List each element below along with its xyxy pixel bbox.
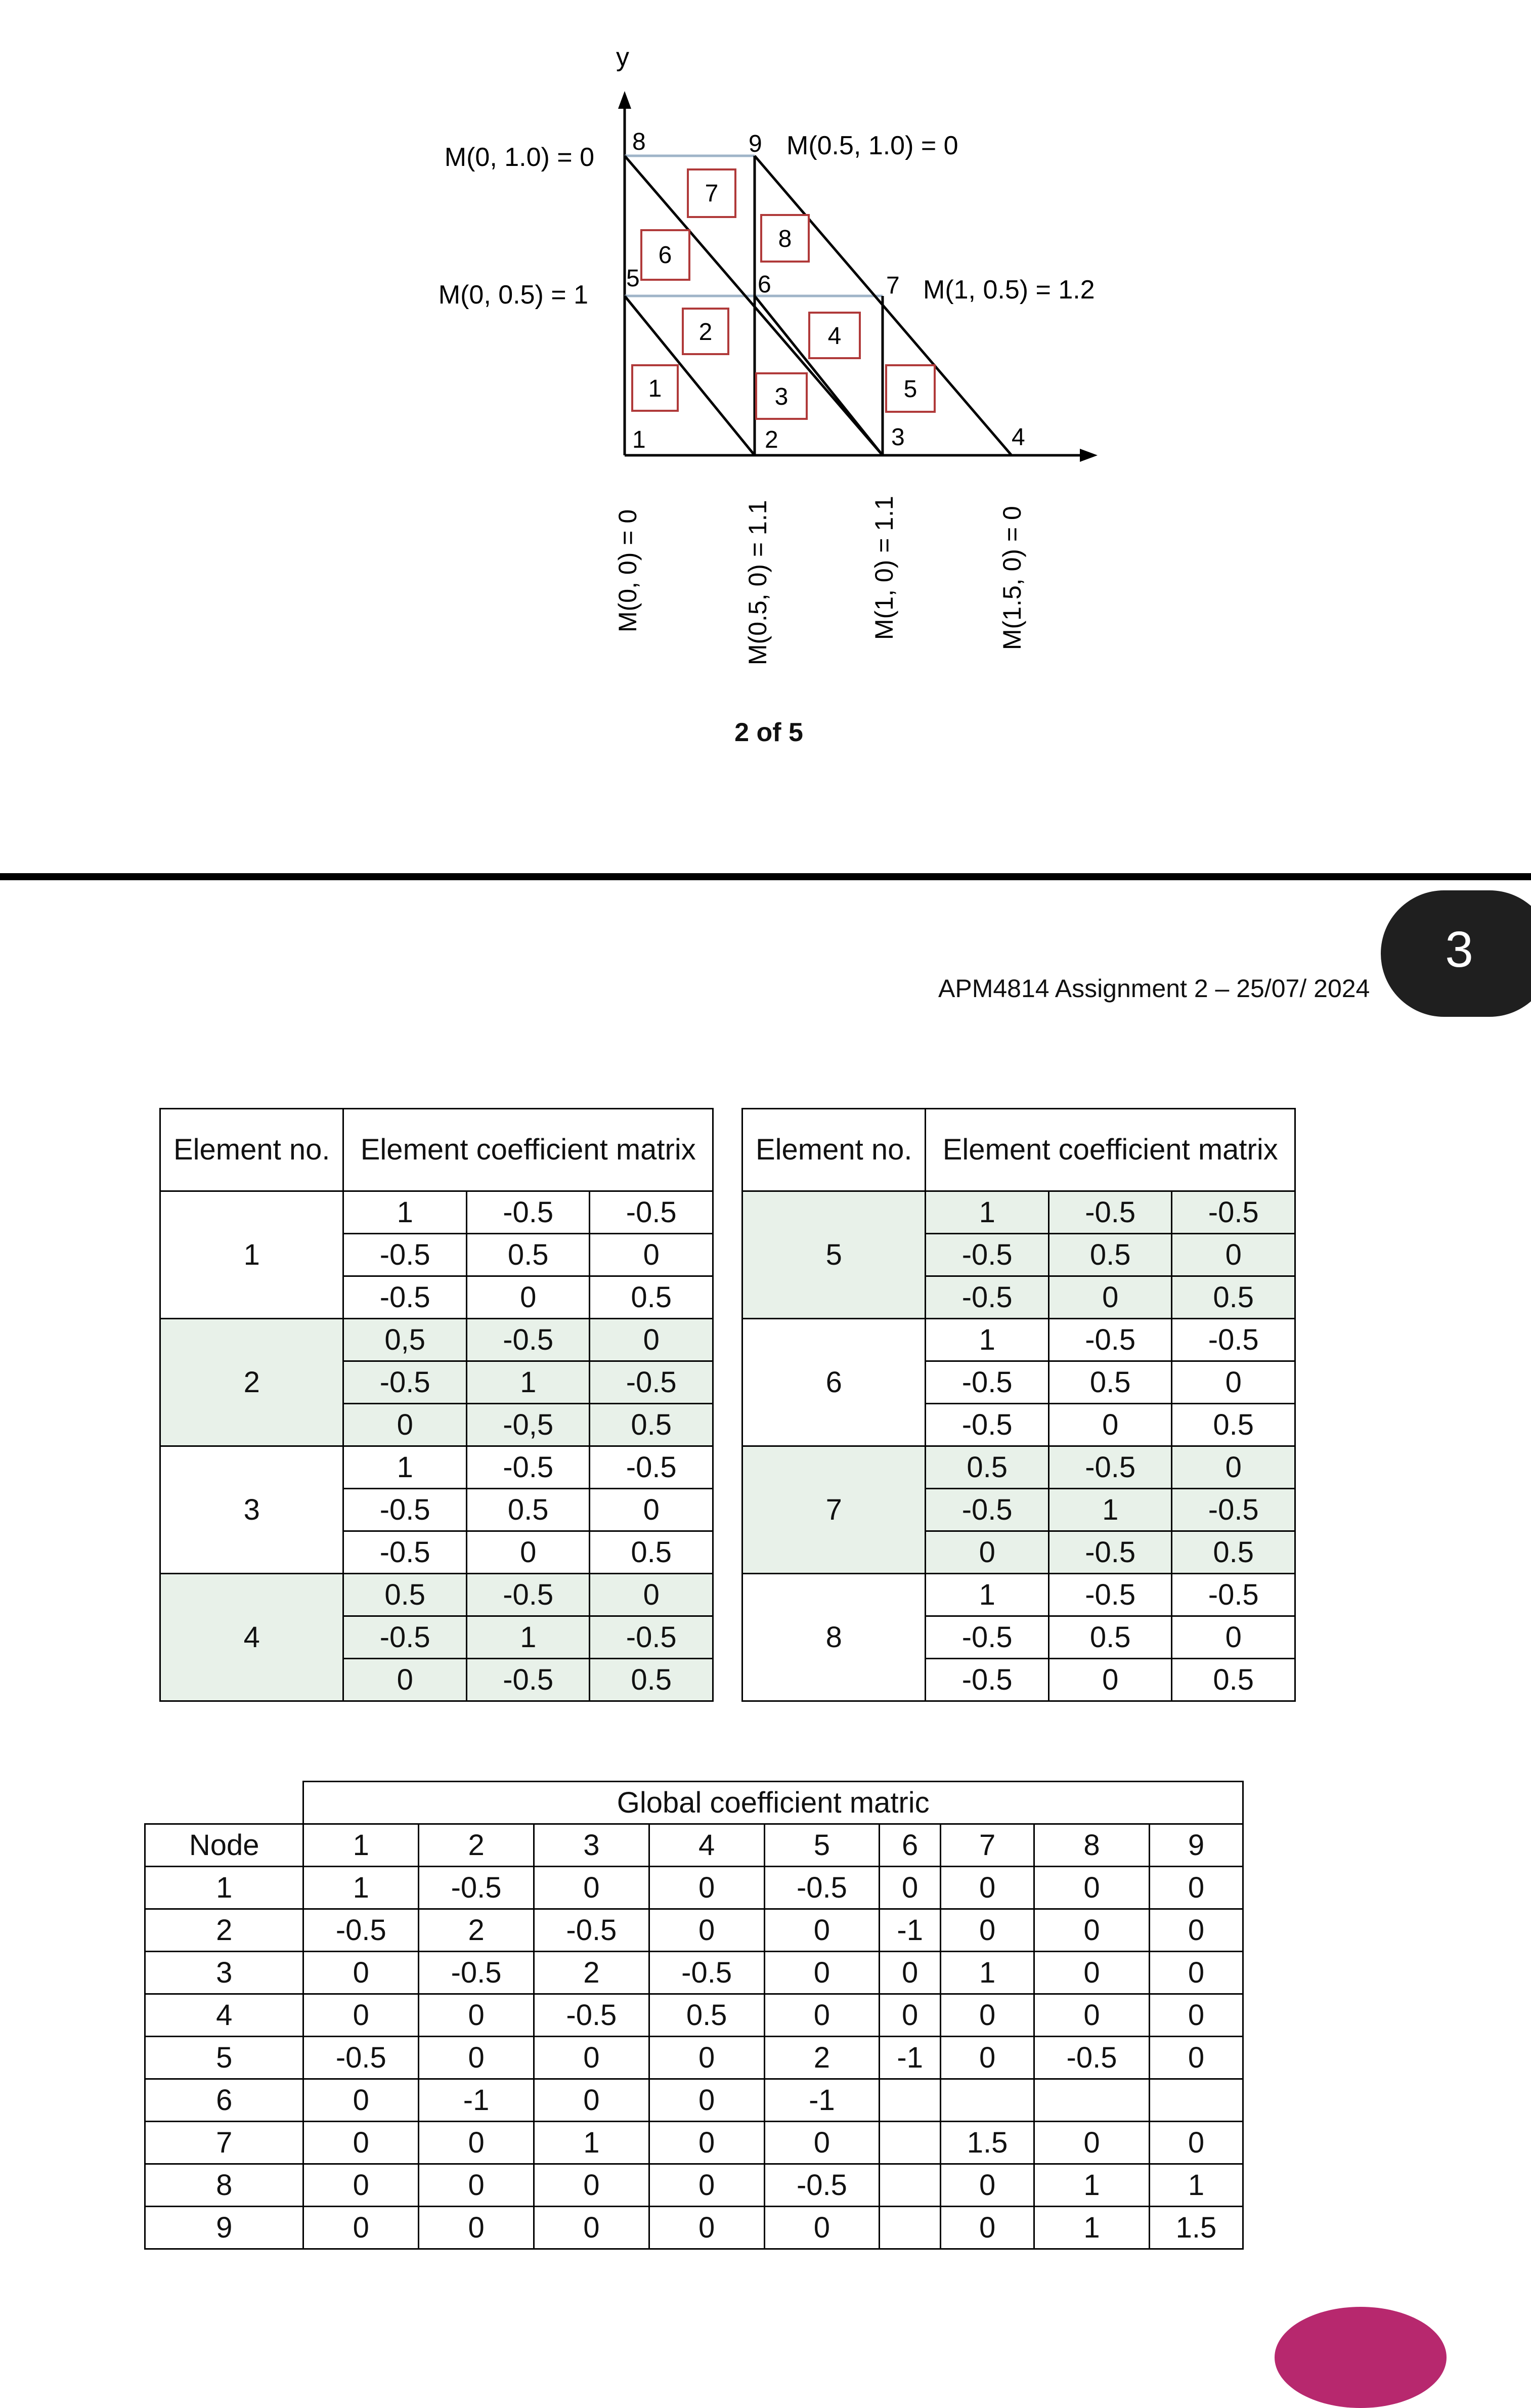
page-divider [0, 873, 1531, 880]
matrix-cell: -0.5 [303, 2037, 419, 2079]
node-header: Node [145, 1824, 303, 1867]
matrix-cell: -0.5 [764, 1867, 880, 1909]
matrix-cell: 0 [926, 1531, 1049, 1574]
matrix-cell: 0 [649, 1867, 764, 1909]
matrix-cell: 0.5 [466, 1234, 590, 1276]
matrix-cell: 1 [926, 1574, 1049, 1616]
matrix-cell [941, 2079, 1034, 2122]
matrix-cell: 2 [419, 1909, 534, 1952]
matrix-cell: 0 [534, 2079, 649, 2122]
element-box-7 [688, 169, 735, 217]
matrix-cell: -0.5 [1048, 1446, 1172, 1489]
matrix-cell: 1 [343, 1191, 467, 1234]
node-label: 1 [632, 426, 646, 453]
matrix-cell [880, 2122, 941, 2164]
matrix-cell: 0.5 [1048, 1616, 1172, 1659]
matrix-cell: 0 [764, 1994, 880, 2037]
matrix-cell: 0 [534, 1867, 649, 1909]
matrix-cell: -0.5 [343, 1489, 467, 1531]
node-label: 9 [749, 131, 762, 157]
matrix-cell: 0 [1149, 1867, 1243, 1909]
matrix-cell: 0.5 [466, 1489, 590, 1531]
header-element-matrix: Element coefficient matrix [343, 1109, 713, 1191]
element-number: 4 [160, 1574, 343, 1701]
matrix-cell: -0.5 [1172, 1574, 1295, 1616]
matrix-cell [880, 2079, 941, 2122]
matrix-cell: 0.5 [926, 1446, 1049, 1489]
matrix-cell: -0.5 [534, 1909, 649, 1952]
matrix-cell: 0 [466, 1276, 590, 1319]
y-axis-label: y [616, 42, 629, 72]
svg-text:1: 1 [648, 375, 662, 402]
matrix-cell: -0.5 [926, 1361, 1049, 1404]
matrix-cell: 1 [466, 1616, 590, 1659]
matrix-cell: 0 [343, 1404, 467, 1446]
row-node-label: 8 [145, 2164, 303, 2207]
matrix-cell: 0 [303, 1994, 419, 2037]
matrix-cell: 0 [1172, 1446, 1295, 1489]
matrix-cell: 0 [590, 1574, 713, 1616]
matrix-cell: -0.5 [1048, 1191, 1172, 1234]
matrix-cell: -0.5 [649, 1952, 764, 1994]
matrix-cell: 0.5 [590, 1404, 713, 1446]
matrix-cell: 0 [534, 2037, 649, 2079]
matrix-cell: 0 [1149, 1994, 1243, 2037]
element-number: 2 [160, 1319, 343, 1446]
matrix-cell: 1 [466, 1361, 590, 1404]
node-label: 4 [1012, 424, 1025, 451]
matrix-cell: -1 [764, 2079, 880, 2122]
svg-text:8: 8 [778, 226, 792, 252]
table-row [145, 2207, 1243, 2249]
page-tab-number: 3 [1445, 921, 1473, 978]
row-node-label: 5 [145, 2037, 303, 2079]
node-label: 7 [886, 272, 900, 299]
matrix-cell [1149, 2079, 1243, 2122]
matrix-cell: 0 [880, 1994, 941, 2037]
matrix-cell: -0.5 [419, 1867, 534, 1909]
matrix-cell: -0.5 [590, 1191, 713, 1234]
matrix-cell: 1 [1034, 2164, 1150, 2207]
bc-label-bottom: M(1.5, 0) = 0 [998, 506, 1026, 650]
matrix-cell: 0 [941, 1909, 1034, 1952]
matrix-cell: -0.5 [926, 1659, 1049, 1701]
matrix-cell [880, 2164, 941, 2207]
matrix-cell: 0 [1034, 1909, 1150, 1952]
matrix-cell: 0 [880, 1867, 941, 1909]
matrix-cell: 0 [941, 2164, 1034, 2207]
bc-label-left: M(0, 0.5) = 1 [438, 280, 588, 310]
matrix-cell: 0 [1034, 1867, 1150, 1909]
matrix-cell: 0 [466, 1531, 590, 1574]
matrix-cell: 0.5 [343, 1574, 467, 1616]
matrix-cell: -0.5 [466, 1446, 590, 1489]
matrix-cell: -0.5 [343, 1531, 467, 1574]
element-box-3 [756, 373, 807, 419]
element-group [742, 1191, 1295, 1319]
matrix-cell: 0 [649, 2037, 764, 2079]
column-header: 1 [303, 1824, 419, 1867]
matrix-cell: -0.5 [926, 1276, 1049, 1319]
matrix-cell: 0 [303, 1952, 419, 1994]
matrix-cell: -0.5 [590, 1446, 713, 1489]
matrix-cell [880, 2207, 941, 2249]
matrix-cell: 0 [534, 2164, 649, 2207]
matrix-cell: -0.5 [466, 1191, 590, 1234]
matrix-cell: 0 [941, 2037, 1034, 2079]
matrix-cell: 0 [1034, 2122, 1150, 2164]
matrix-cell: -0.5 [926, 1616, 1049, 1659]
svg-text:7: 7 [705, 180, 719, 207]
matrix-cell: 0 [590, 1319, 713, 1361]
matrix-cell: 0 [419, 1994, 534, 2037]
matrix-cell: 0 [1172, 1234, 1295, 1276]
matrix-cell: 0 [303, 2207, 419, 2249]
matrix-cell: -0.5 [1048, 1531, 1172, 1574]
matrix-cell: 0 [1149, 1952, 1243, 1994]
table-row [160, 1446, 713, 1489]
table-row [145, 1867, 1243, 1909]
column-header: 9 [1149, 1824, 1243, 1867]
row-node-label: 1 [145, 1867, 303, 1909]
table-row [145, 2164, 1243, 2207]
element-group [742, 1319, 1295, 1446]
matrix-cell: 1 [343, 1446, 467, 1489]
matrix-cell: 0 [649, 2164, 764, 2207]
matrix-cell: 0 [1172, 1616, 1295, 1659]
matrix-cell: 0 [1034, 1994, 1150, 2037]
matrix-cell: 0 [880, 1952, 941, 1994]
element-box-5 [886, 365, 935, 412]
column-header: 4 [649, 1824, 764, 1867]
page-number: 2 of 5 [734, 718, 803, 747]
element-box-2 [683, 309, 728, 354]
matrix-cell: 0.5 [649, 1994, 764, 2037]
matrix-cell: -0.5 [926, 1489, 1049, 1531]
matrix-cell: 1 [534, 2122, 649, 2164]
matrix-cell: -0.5 [303, 1909, 419, 1952]
matrix-cell: -0.5 [926, 1234, 1049, 1276]
matrix-cell: -0.5 [343, 1234, 467, 1276]
table-row [145, 1994, 1243, 2037]
matrix-cell: 0 [1172, 1361, 1295, 1404]
blank-corner [145, 1782, 303, 1824]
matrix-cell: 0 [1048, 1276, 1172, 1319]
matrix-cell: -0.5 [1034, 2037, 1150, 2079]
table-row [160, 1319, 713, 1361]
column-header: 7 [941, 1824, 1034, 1867]
row-node-label: 7 [145, 2122, 303, 2164]
matrix-cell: 0 [1149, 2037, 1243, 2079]
matrix-cell: -0.5 [343, 1276, 467, 1319]
matrix-cell: 0 [303, 2079, 419, 2122]
element-group [160, 1574, 713, 1701]
matrix-cell: 0.5 [1172, 1404, 1295, 1446]
table-row [160, 1574, 713, 1616]
matrix-cell: -0.5 [926, 1404, 1049, 1446]
global-table-title: Global coefficient matric [303, 1782, 1243, 1824]
matrix-cell: 2 [534, 1952, 649, 1994]
matrix-cell: -0.5 [343, 1361, 467, 1404]
matrix-cell: -0.5 [466, 1659, 590, 1701]
header-element-matrix: Element coefficient matrix [926, 1109, 1295, 1191]
fem-mesh-diagram [0, 0, 1531, 759]
matrix-cell: -0,5 [466, 1404, 590, 1446]
matrix-cell: 0 [941, 1994, 1034, 2037]
svg-text:2: 2 [698, 319, 713, 346]
matrix-cell: -1 [880, 2037, 941, 2079]
matrix-cell: 1 [941, 1952, 1034, 1994]
table-row [145, 2079, 1243, 2122]
column-header: 5 [764, 1824, 880, 1867]
node-label: 6 [758, 271, 771, 298]
table-row [160, 1191, 713, 1234]
global-coefficient-table [144, 1781, 1244, 2250]
matrix-cell: 0 [419, 2122, 534, 2164]
matrix-cell: 1 [1048, 1489, 1172, 1531]
matrix-cell: 0 [419, 2037, 534, 2079]
svg-text:5: 5 [903, 376, 917, 403]
row-node-label: 6 [145, 2079, 303, 2122]
element-box-6 [641, 230, 689, 280]
matrix-cell: 0 [534, 2207, 649, 2249]
row-node-label: 4 [145, 1994, 303, 2037]
matrix-cell: 0 [1048, 1659, 1172, 1701]
table-row [742, 1446, 1295, 1489]
matrix-cell: 0 [941, 1867, 1034, 1909]
matrix-cell: -0.5 [466, 1319, 590, 1361]
matrix-cell: -0.5 [1172, 1191, 1295, 1234]
bc-label-bottom: M(1, 0) = 1.1 [870, 496, 898, 640]
element-number: 1 [160, 1191, 343, 1319]
bc-label-left: M(0, 1.0) = 0 [444, 143, 594, 172]
matrix-cell: 0 [303, 2122, 419, 2164]
node-label: 2 [765, 426, 778, 453]
matrix-cell: 0.5 [1172, 1276, 1295, 1319]
node-label: 3 [891, 424, 905, 451]
matrix-cell: 0 [1048, 1404, 1172, 1446]
matrix-cell: 0 [941, 2207, 1034, 2249]
matrix-cell: 1 [1149, 2164, 1243, 2207]
element-coefficient-table-right [741, 1108, 1296, 1702]
bc-label-right: M(1, 0.5) = 1.2 [923, 275, 1095, 305]
svg-text:3: 3 [774, 383, 789, 410]
matrix-cell: -0.5 [534, 1994, 649, 2037]
matrix-cell: -0.5 [1172, 1489, 1295, 1531]
element-group [742, 1446, 1295, 1574]
element-group [742, 1574, 1295, 1701]
matrix-cell: 0 [764, 1952, 880, 1994]
matrix-cell: 0.5 [590, 1659, 713, 1701]
column-header: 8 [1034, 1824, 1150, 1867]
matrix-cell: 0 [419, 2207, 534, 2249]
matrix-cell: -0.5 [590, 1616, 713, 1659]
x-axis-arrow [1080, 449, 1098, 462]
y-axis-arrow [618, 91, 631, 109]
element-coefficient-table-left [159, 1108, 714, 1702]
svg-text:4: 4 [827, 323, 842, 350]
global-header-row [145, 1824, 1243, 1867]
matrix-cell: 1 [926, 1319, 1049, 1361]
bc-label-bottom: M(0, 0) = 0 [614, 509, 642, 632]
matrix-cell: -1 [419, 2079, 534, 2122]
matrix-cell: 0 [649, 2122, 764, 2164]
matrix-cell: 0.5 [590, 1531, 713, 1574]
table-row [742, 1191, 1295, 1234]
matrix-cell: 0 [1034, 1952, 1150, 1994]
matrix-cell: 0 [303, 2164, 419, 2207]
matrix-cell: 0.5 [1048, 1234, 1172, 1276]
matrix-cell: -0.5 [343, 1616, 467, 1659]
matrix-cell: 0 [649, 2207, 764, 2249]
matrix-cell: 1 [303, 1867, 419, 1909]
matrix-cell: -1 [880, 1909, 941, 1952]
matrix-cell: 0 [649, 1909, 764, 1952]
matrix-cell: 0 [343, 1659, 467, 1701]
table-row [145, 2037, 1243, 2079]
element-group [160, 1319, 713, 1446]
matrix-cell: 0 [419, 2164, 534, 2207]
element-group [160, 1191, 713, 1319]
column-header: 6 [880, 1824, 941, 1867]
matrix-cell: 1 [1034, 2207, 1150, 2249]
row-node-label: 2 [145, 1909, 303, 1952]
matrix-cell: 0.5 [1172, 1531, 1295, 1574]
decorative-blob [1275, 2307, 1447, 2408]
assignment-header: APM4814 Assignment 2 – 25/07/ 2024 [938, 974, 1370, 1003]
matrix-cell: 2 [764, 2037, 880, 2079]
node-label: 5 [626, 265, 640, 292]
element-box-8 [761, 215, 809, 262]
table-row [145, 1952, 1243, 1994]
matrix-cell: 0,5 [343, 1319, 467, 1361]
matrix-cell: -0.5 [1048, 1319, 1172, 1361]
matrix-cell: 1.5 [1149, 2207, 1243, 2249]
element-number: 5 [742, 1191, 926, 1319]
element-number: 3 [160, 1446, 343, 1574]
matrix-cell: -0.5 [1172, 1319, 1295, 1361]
element-box-1 [632, 365, 678, 411]
column-header: 3 [534, 1824, 649, 1867]
element-box-4 [809, 313, 860, 358]
header-element-no: Element no. [160, 1109, 343, 1191]
global-title-row [145, 1782, 1243, 1824]
matrix-cell: 0.5 [590, 1276, 713, 1319]
matrix-cell: -0.5 [590, 1361, 713, 1404]
svg-text:6: 6 [658, 242, 672, 269]
matrix-cell: 0 [649, 2079, 764, 2122]
matrix-cell: 0 [590, 1489, 713, 1531]
table-row [145, 2122, 1243, 2164]
matrix-cell: 0 [764, 2207, 880, 2249]
matrix-cell: 0 [590, 1234, 713, 1276]
matrix-cell: 0 [1149, 2122, 1243, 2164]
matrix-cell: 1 [926, 1191, 1049, 1234]
element-number: 8 [742, 1574, 926, 1701]
matrix-cell: 0 [1149, 1909, 1243, 1952]
matrix-cell: 0 [764, 2122, 880, 2164]
header-element-no: Element no. [742, 1109, 926, 1191]
bc-label-right: M(0.5, 1.0) = 0 [786, 131, 958, 160]
bc-label-bottom: M(0.5, 0) = 1.1 [743, 500, 772, 665]
matrix-cell: 0.5 [1048, 1361, 1172, 1404]
matrix-cell: -0.5 [466, 1574, 590, 1616]
matrix-cell: 1.5 [941, 2122, 1034, 2164]
matrix-cell [1034, 2079, 1150, 2122]
matrix-cell: -0.5 [764, 2164, 880, 2207]
node-label: 8 [632, 128, 646, 155]
matrix-cell: -0.5 [419, 1952, 534, 1994]
element-number: 7 [742, 1446, 926, 1574]
table-row [145, 1909, 1243, 1952]
column-header: 2 [419, 1824, 534, 1867]
row-node-label: 3 [145, 1952, 303, 1994]
element-number: 6 [742, 1319, 926, 1446]
matrix-cell: 0 [764, 1909, 880, 1952]
element-group [160, 1446, 713, 1574]
matrix-cell: 0.5 [1172, 1659, 1295, 1701]
matrix-cell: -0.5 [1048, 1574, 1172, 1616]
row-node-label: 9 [145, 2207, 303, 2249]
table-row [742, 1574, 1295, 1616]
table-row [742, 1319, 1295, 1361]
